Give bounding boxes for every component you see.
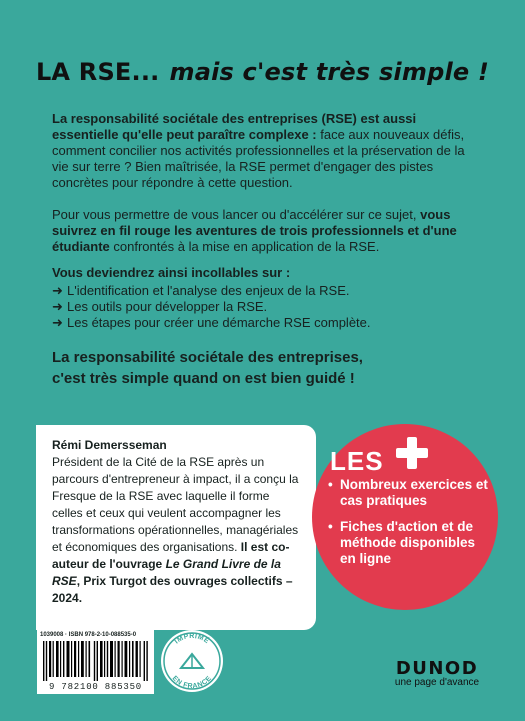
arrow-icon: ➜ bbox=[52, 299, 63, 314]
arrow-icon: ➜ bbox=[52, 283, 63, 298]
author-bio bbox=[52, 437, 302, 607]
back-cover-title bbox=[0, 58, 525, 86]
learn-section bbox=[52, 265, 482, 331]
learn-item-text: L'identification et l'analyse des enjeux de la RSE. bbox=[67, 283, 350, 298]
author-bio-text: Président de la Cité de la RSE après un parcours d'entrepreneur à impact, il a conçu la Fresque de la RSE avec laquelle il forme celles et ceux qui veulent accompagner les transformations opérationnelles, managériales et économiques des organisations. bbox=[52, 455, 299, 554]
intro-paragraph bbox=[52, 111, 482, 191]
plus-list bbox=[328, 477, 493, 577]
list-item bbox=[52, 315, 482, 331]
barcode bbox=[37, 630, 154, 694]
bullet-icon: • bbox=[328, 477, 333, 492]
plus-item-text: Nombreux exercices et cas pratiques bbox=[340, 477, 488, 508]
learn-list bbox=[52, 283, 482, 331]
bullet-icon: • bbox=[328, 519, 333, 534]
barcode-icon bbox=[43, 641, 148, 681]
intro-text: face aux nouveaux défis, comment concilier nos activités professionnelles et la préservation de la vie sur terre ? Bien maîtrisée, la RSE permet d'engager des pistes concrètes pour répondre à cette question. bbox=[52, 127, 465, 190]
learn-item-text: Les étapes pour créer une démarche RSE complète. bbox=[67, 315, 371, 330]
publisher-tagline: une page d'avance bbox=[394, 677, 480, 688]
intro-bold-lead: La responsabilité sociétale des entreprises (RSE) est aussi essentielle qu'elle peut paraître complexe : bbox=[52, 111, 417, 142]
svg-text:EN FRANCE: EN FRANCE bbox=[170, 674, 214, 691]
plus-icon bbox=[396, 437, 428, 469]
conclusion bbox=[52, 347, 492, 389]
conclusion-line-2: c'est très simple quand on est bien guidé ! bbox=[52, 370, 355, 387]
author-bold-2: , Prix Turgot des ouvrages collectifs – 2024. bbox=[52, 574, 293, 605]
story-paragraph bbox=[52, 207, 482, 255]
story-text-after: confrontés à la mise en application de la RSE. bbox=[109, 239, 380, 254]
isbn-number: 9 782100 885350 bbox=[48, 682, 142, 692]
list-item bbox=[52, 283, 482, 299]
publisher-logo bbox=[387, 658, 487, 688]
story-text-before: Pour vous permettre de vous lancer ou d'accélérer sur ce sujet, bbox=[52, 207, 421, 222]
learn-item-text: Les outils pour développer la RSE. bbox=[67, 299, 268, 314]
list-item bbox=[328, 519, 493, 567]
conclusion-line-1: La responsabilité sociétale des entreprises, bbox=[52, 349, 363, 366]
arrow-icon: ➜ bbox=[52, 315, 63, 330]
author-bold-1: Il est co-auteur de l'ouvrage bbox=[52, 540, 290, 571]
story-bold: vous suivrez en fil rouge les aventures de trois professionnels et d'une étudiante bbox=[52, 207, 457, 254]
plus-item-text: Fiches d'action et de méthode disponibles en ligne bbox=[340, 519, 476, 566]
author-card bbox=[36, 425, 316, 630]
isbn-line: 1039008 · ISBN 978-2-10-088535-0 bbox=[40, 632, 137, 638]
imprime-en-france-seal-icon bbox=[159, 628, 225, 694]
list-item bbox=[52, 299, 482, 315]
learn-heading: Vous deviendrez ainsi incollables sur : bbox=[52, 265, 291, 280]
list-item bbox=[328, 477, 493, 509]
svg-text:IMPRIMÉ: IMPRIMÉ bbox=[173, 633, 211, 646]
les-label: LES bbox=[330, 446, 384, 476]
title-part-1: LA RSE... bbox=[35, 58, 160, 86]
author-name: Rémi Demersseman bbox=[52, 438, 167, 452]
publisher-name: DUNOD bbox=[395, 658, 479, 679]
title-part-2: mais c'est très simple ! bbox=[169, 58, 490, 86]
author-book-title: Le Grand Livre de la RSE bbox=[52, 557, 281, 588]
